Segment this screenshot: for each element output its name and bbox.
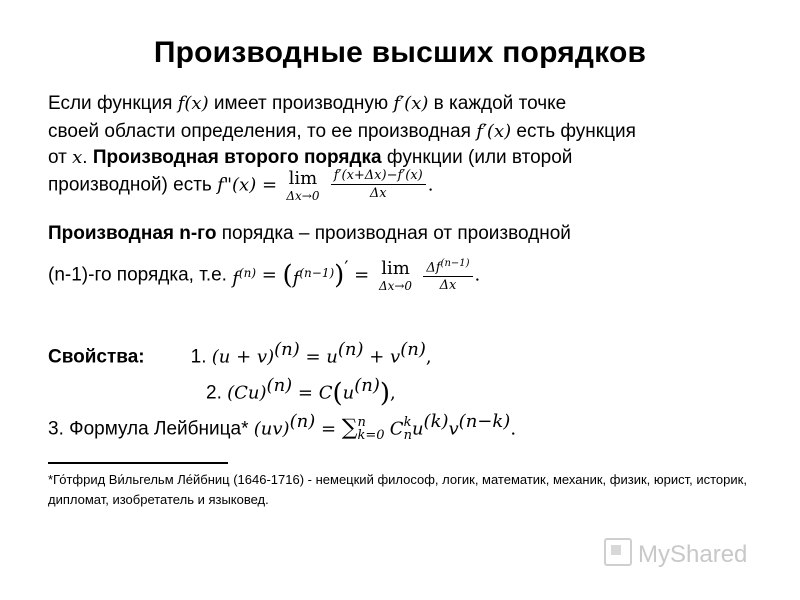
para1-line2: своей области определения, то ее производная f′(x) есть функция — [48, 121, 636, 142]
footnote-separator — [48, 462, 228, 464]
property-1: Свойства: 1. $(u + v)^{(n)} = u^{(n)} + v^{(n)}$, — [48, 339, 432, 368]
watermark: MyShared — [604, 538, 747, 569]
footnote-name: *Го́тфрид Ви́льгельм Ле́йбниц — [48, 472, 230, 487]
myshared-logo-icon — [604, 538, 632, 566]
para2-line1: Производная n-го порядка – производная от производной — [48, 223, 571, 244]
property-2: 2. $(Cu)^{(n)} = C(u^{(n)})$, — [206, 375, 396, 409]
para2-line2-formula: (n-1)-го порядка, т.е. $f^{(n)} = (f^{(n-1)})'$ = lim Δx→0 $\frac{\Delta f^{(n-1)}}{\Delta x}$ . — [48, 257, 481, 294]
limit-expression: lim Δx→0 — [286, 167, 320, 203]
para1-line1: Если функция f(x) имеет производную f′(x) в каждой точке — [48, 93, 567, 114]
difference-quotient: $\frac{f'(x+\Delta x)-f'(x)}{\Delta x}$ — [331, 168, 426, 203]
slide-title: Производные высших порядков — [153, 36, 647, 69]
footnote-text: (1646-1716) - немецкий философ, логик, математик, механик, физик, юрист, историк, дипломат, изобретатель и языковед. — [48, 472, 747, 507]
footnote — [48, 470, 768, 510]
para1-line3: от x. Производная второго порядка функции (или второй — [48, 147, 573, 168]
sum-limits: n k=0 — [357, 415, 385, 444]
property-3-leibniz: 3. Формула Лейбница* (uv)$^{(n)}$ = ∑ n k=0 C k n $u^{(k)}v^{(n-k)}$. — [48, 411, 517, 444]
limit-expression-2: lim Δx→0 — [378, 257, 413, 293]
para1-line4-formula: производной) есть f"(x) = lim Δx→0 $\frac{f'(x+\Delta x)-f'(x)}{\Delta x}$ . — [48, 167, 434, 203]
nth-difference-quotient: $\frac{\Delta f^{(n-1)}}{\Delta x}$ — [423, 256, 472, 295]
